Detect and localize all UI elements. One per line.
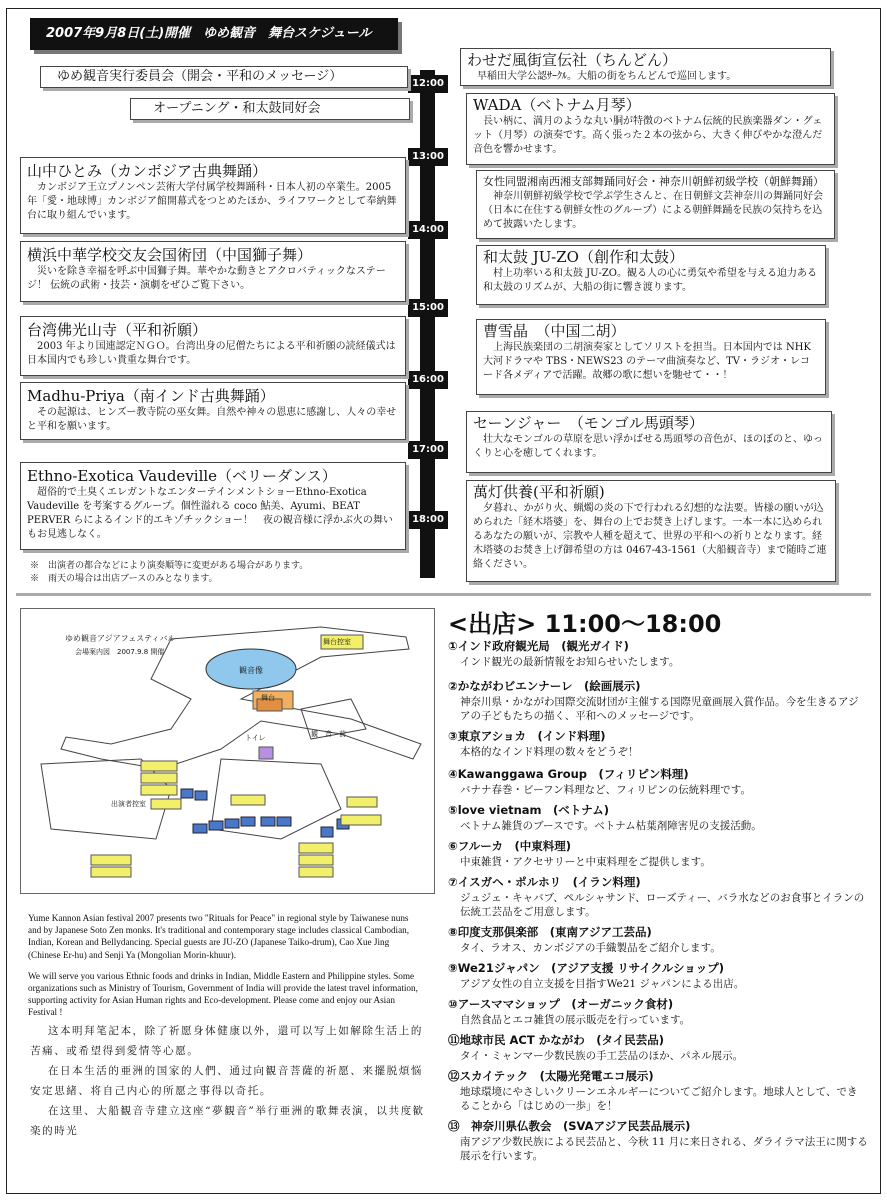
shop-name: ⑨We21ジャパン (アジア支援 リサイクルショップ) bbox=[448, 961, 725, 975]
shop-name: ⑧印度支那倶楽部 (東南アジア工芸品) bbox=[448, 925, 652, 939]
program-madhu bbox=[20, 382, 406, 440]
program-title: 曹雪晶 （中国二胡） bbox=[483, 322, 626, 340]
program-title: 横浜中華学校交友会国術団（中国獅子舞） bbox=[27, 246, 313, 264]
shop-desc: タイ、ラオス、カンボジアの手織製品をご紹介します。 bbox=[460, 942, 721, 954]
program-title: Madhu-Priya（南インド古典舞踊） bbox=[27, 387, 275, 405]
shop-item bbox=[448, 1068, 868, 1118]
map-label-booth: 舞台控室 bbox=[323, 638, 351, 646]
english-paragraph: We will serve you various Ethnic foods and drinks in Indian, Middle Eastern and Philippine styles. Some organizations such as Ministry of Tourism, Government of India will provide the latest travel information, supporting activity for Asian Human rights and Eco-development. Please come and enjoy our Asian Festival ! bbox=[28, 970, 418, 1018]
program-desc: その起源は、ヒンズー教寺院の巫女舞。自然や神々の恩恵に感謝し、人々の幸せと平和を願います。 bbox=[27, 407, 397, 432]
program-waseda bbox=[460, 48, 831, 86]
program-title: セーンジャー （モンゴル馬頭琴） bbox=[473, 414, 704, 432]
program-title: 萬灯供養(平和祈願) bbox=[473, 483, 605, 501]
program-desc: カンボジア王立プノンペン芸術大学付属学校舞踊科・日本人初の卒業生。2005 年「愛・地球博」カンボジア館開幕式をつとめたほか、ライフワークとして奉納舞台に取り組んでいます。 bbox=[27, 182, 397, 221]
program-senjya bbox=[466, 411, 832, 473]
map-label-pond: 観音像 bbox=[239, 666, 263, 675]
shop-desc: ベトナム雑貨のブースです。ベトナム枯葉剤障害児の支援活動。 bbox=[460, 820, 762, 832]
program-cambodia bbox=[20, 157, 406, 234]
timeline-bar bbox=[420, 70, 435, 578]
chinese-paragraph: 在日本生活的亜洲的国家的人們、通过向観音菩薩的祈愿、来擺脱煩悩安定思緒、将自己内心的所愿之事得以奇托。 bbox=[30, 1065, 423, 1097]
chinese-paragraph: 这本明拜笔記本，除了祈愿身体健康以外，還可以写上如解除生活上的苦痛、或希望得到愛情等心愿。 bbox=[30, 1025, 423, 1057]
shop-desc: 本格的なインド料理の数々をどうぞ！ bbox=[460, 746, 639, 758]
program-title: わせだ風街宣伝社（ちんどん） bbox=[467, 51, 678, 69]
shop-name: ③東京アショカ (インド料理) bbox=[448, 729, 606, 743]
note-line: ※ 出演者の都合などにより演奏順等に変更がある場合があります。 bbox=[30, 561, 309, 571]
program-ethno bbox=[20, 462, 406, 550]
program-mando bbox=[466, 480, 836, 582]
section-divider bbox=[16, 593, 871, 596]
english-intro bbox=[28, 912, 424, 1028]
map-label-office: 出演者控室 bbox=[111, 800, 146, 808]
time-label: 18:00 bbox=[408, 511, 448, 529]
shop-desc: バナナ春巻・ビーフン料理など、フィリピンの伝統料理です。 bbox=[460, 784, 751, 796]
program-wada bbox=[466, 93, 835, 165]
opening-drum: オープニング・和太鼓同好会 bbox=[130, 98, 410, 120]
shop-name: ⑩アースママショップ (オーガニック食材) bbox=[448, 997, 674, 1011]
program-title: 山中ひとみ（カンボジア古典舞踊） bbox=[27, 162, 268, 180]
page-title: 2007年9月8日(土)開催 ゆめ観音 舞台スケジュール bbox=[30, 18, 398, 50]
program-title: 女性同盟湘南西湘支部舞踊同好会・神奈川朝鮮初級学校（朝鮮舞踊） bbox=[483, 175, 824, 188]
shop-desc: 神奈川県・かながわ国際交流財団が主催する国際児童画展入賞作品。今を生きるアジアの子どもたちの描く、平和へのメッセージです。 bbox=[460, 696, 859, 722]
shop-item bbox=[448, 638, 868, 678]
program-juzo bbox=[476, 245, 826, 305]
shop-item bbox=[448, 1032, 868, 1068]
shop-item bbox=[448, 802, 868, 838]
program-desc: 壮大なモンゴルの草原を思い浮かばせる馬頭琴の音色が、ほのぼのと、ゆっくりと心を癒してくれます。 bbox=[473, 434, 823, 459]
program-korea bbox=[476, 170, 835, 239]
program-title: Ethno-Exotica Vaudeville（ベリーダンス） bbox=[27, 467, 337, 485]
program-desc: 2003 年より国連認定ＮＧＯ。台湾出身の尼僧たちによる平和祈願の読経儀式は日本国内でも珍しい貴重な舞台です。 bbox=[27, 341, 396, 366]
program-desc: 夕暮れ、かがり火、蝋燭の炎の下で行われる幻想的な法要。皆様の願いが込められた「経木塔婆」を、舞台の上でお焚き上げします。一本一本に込められるあなたの願いが、宗教や人種を超えて、世界の平和への祈りとなります。経木塔婆のお焚き上げ御希望の方は 0467-43-1561（大船観音寺）まで随時ご連絡ください。 bbox=[473, 503, 827, 570]
shop-desc: インド観光の最新情報をお知らせいたします。 bbox=[460, 656, 680, 668]
shop-desc: 地球環境にやさしいクリーンエネルギーについてご紹介します。地球人として、できることから「はじめの一歩」を！ bbox=[460, 1086, 858, 1112]
map-title: ゆめ観音アジアフェスティバル bbox=[65, 634, 176, 643]
shop-name: ②かながわビエンナーレ (絵画展示) bbox=[448, 679, 641, 693]
program-yokohama bbox=[20, 241, 406, 302]
shop-item bbox=[448, 924, 868, 960]
time-label: 17:00 bbox=[408, 441, 448, 459]
shop-item bbox=[448, 1118, 868, 1168]
shop-desc: ジュジェ・キャバブ、ペルシャサンド、ローズティー、バラ水などのお食事とイランの伝統工芸品をご用意します。 bbox=[460, 892, 865, 918]
shop-item bbox=[448, 678, 868, 728]
time-label: 12:00 bbox=[408, 75, 448, 93]
shop-desc: タイ・ミャンマー少数民族の手工芸品のほか、パネル展示。 bbox=[460, 1050, 744, 1062]
shop-name: ⑬ 神奈川県仏教会 (SVAアジア民芸品展示) bbox=[448, 1119, 691, 1133]
program-desc: 超俗的で土臭くエレガントなエンターテインメントショーEthno-Exotica Vaudeville を考案するグループ。個性溢れる coco 鮎美、Ayumi、BEAT PERVER らによるインド的エキゾチックショー！ 夜の観音様に浮かぶ火の舞いもお見逃しなく。 bbox=[27, 487, 393, 540]
shop-name: ⑫スカイテック (太陽光発電エコ展示) bbox=[448, 1069, 654, 1083]
shop-item bbox=[448, 728, 868, 766]
program-desc: 早稲田大学公認ｻｰｸﾙ。大船の街をちんどんで巡回します。 bbox=[477, 71, 737, 82]
program-title: WADA（ベトナム月琴） bbox=[473, 96, 641, 114]
map-label-stage: 舞台 bbox=[261, 694, 275, 702]
program-title: 和太鼓 JU-ZO（創作和太鼓） bbox=[483, 248, 684, 266]
time-label: 16:00 bbox=[408, 371, 448, 389]
shop-desc: 南アジア少数民族による民芸品と、今秋 11 月に来日される、ダライラマ法王に関する展示を行います。 bbox=[460, 1136, 868, 1162]
program-desc: 上海民族楽団の二胡演奏家としてソリストを担当。日本国内では NHK 大河ドラマや TBS・NEWS23 のテーマ曲演奏など、TV・ラジオ・レコード各メディアで活躍。故郷の歌に想いを馳せて・・！ bbox=[483, 342, 811, 381]
program-desc: 長い柄に、満月のような丸い胴が特徴のベトナム伝統的民族楽器ダン・グェット（月琴）の演奏です。高く張った２本の弦から、大きく伸びやかな澄んだ音色を響かせます。 bbox=[473, 116, 823, 155]
opening-message: ゆめ観音実行委員会（開会・平和のメッセージ） bbox=[40, 66, 408, 88]
shop-name: ⑦イスガヘ・ポルホリ (イラン料理) bbox=[448, 875, 641, 889]
map-subtitle: 会場案内図 2007.9.8 開催 bbox=[75, 648, 165, 656]
program-title: 台湾佛光山寺（平和祈願） bbox=[27, 321, 208, 339]
shop-desc: 中東雑貨・アクセサリーと中東料理をご提供します。 bbox=[460, 856, 711, 868]
program-taiwan bbox=[20, 316, 406, 376]
shop-item bbox=[448, 766, 868, 802]
shop-name: ⑤love vietnam (ベトナム) bbox=[448, 803, 609, 817]
chinese-paragraph: 在这里、大船観音寺建立这座“夢観音”举行亜洲的歌舞表演，以共度歓楽的時光 bbox=[30, 1105, 425, 1137]
schedule-notes bbox=[30, 560, 308, 586]
english-paragraph: Yume Kannon Asian festival 2007 presents two "Rituals for Peace" in regional style by Taiwanese nuns and by Japanese Soto Zen monks. It's traditional and contemporary stage includes classical Cambodian, Indian, Korean and Bellydancing. Special guests are JU-ZO (Japanese Taiko-drum), Cao Xue Jing (Chinese Er-hu) and Senji Ya (Mongolian Morin-khuur). bbox=[28, 913, 410, 960]
shop-item bbox=[448, 996, 868, 1032]
shop-item bbox=[448, 874, 868, 924]
venue-map bbox=[20, 608, 435, 894]
shop-list bbox=[448, 638, 868, 1168]
program-desc: 村上功率いる和太鼓 JU-ZO。観る人の心に勇気や希望を与える迫力ある和太鼓のリズムが、大船の街に響き渡ります。 bbox=[483, 268, 817, 293]
shops-heading: <出店> 11:00〜18:00 bbox=[448, 610, 722, 638]
shop-name: ⑪地球市民 ACT かながわ (タイ民芸品) bbox=[448, 1033, 664, 1047]
time-label: 14:00 bbox=[408, 221, 448, 239]
note-line: ※ 雨天の場合は出店ブースのみとなります。 bbox=[30, 574, 218, 584]
program-desc: 災いを除き幸福を呼ぶ中国獅子舞。華やかな動きとアクロバティックなステージ！ 伝統の武術・技芸・演劇をぜひご覧下さい。 bbox=[27, 266, 386, 291]
shop-name: ⑥フルーカ (中東料理) bbox=[448, 839, 572, 853]
program-cao bbox=[476, 319, 826, 395]
shop-item bbox=[448, 838, 868, 874]
map-label-honden: 観 音 前 bbox=[311, 730, 346, 738]
shop-name: ①インド政府観光局 (観光ガイド) bbox=[448, 639, 629, 653]
shop-desc: 自然食品とエコ雑貨の展示販売を行っています。 bbox=[460, 1014, 691, 1026]
shop-desc: アジア女性の自立支援を目指すWe21 ジャパンによる出店。 bbox=[460, 978, 745, 990]
map-label-wc: トイレ bbox=[245, 734, 266, 742]
time-label: 15:00 bbox=[408, 299, 448, 317]
shop-name: ④Kawanggawa Group (フィリピン料理) bbox=[448, 767, 689, 781]
shop-item bbox=[448, 960, 868, 996]
program-desc: 神奈川朝鮮初級学校で学ぶ学生さんと、在日朝鮮文芸神奈川の舞踊同好会（日本に在住する朝鮮女性のグループ）による朝鮮舞踊を民族の気持ちを込めて披露いたします。 bbox=[483, 191, 823, 230]
time-label: 13:00 bbox=[408, 148, 448, 166]
chinese-intro bbox=[30, 1021, 426, 1141]
map-drawing bbox=[21, 609, 434, 893]
